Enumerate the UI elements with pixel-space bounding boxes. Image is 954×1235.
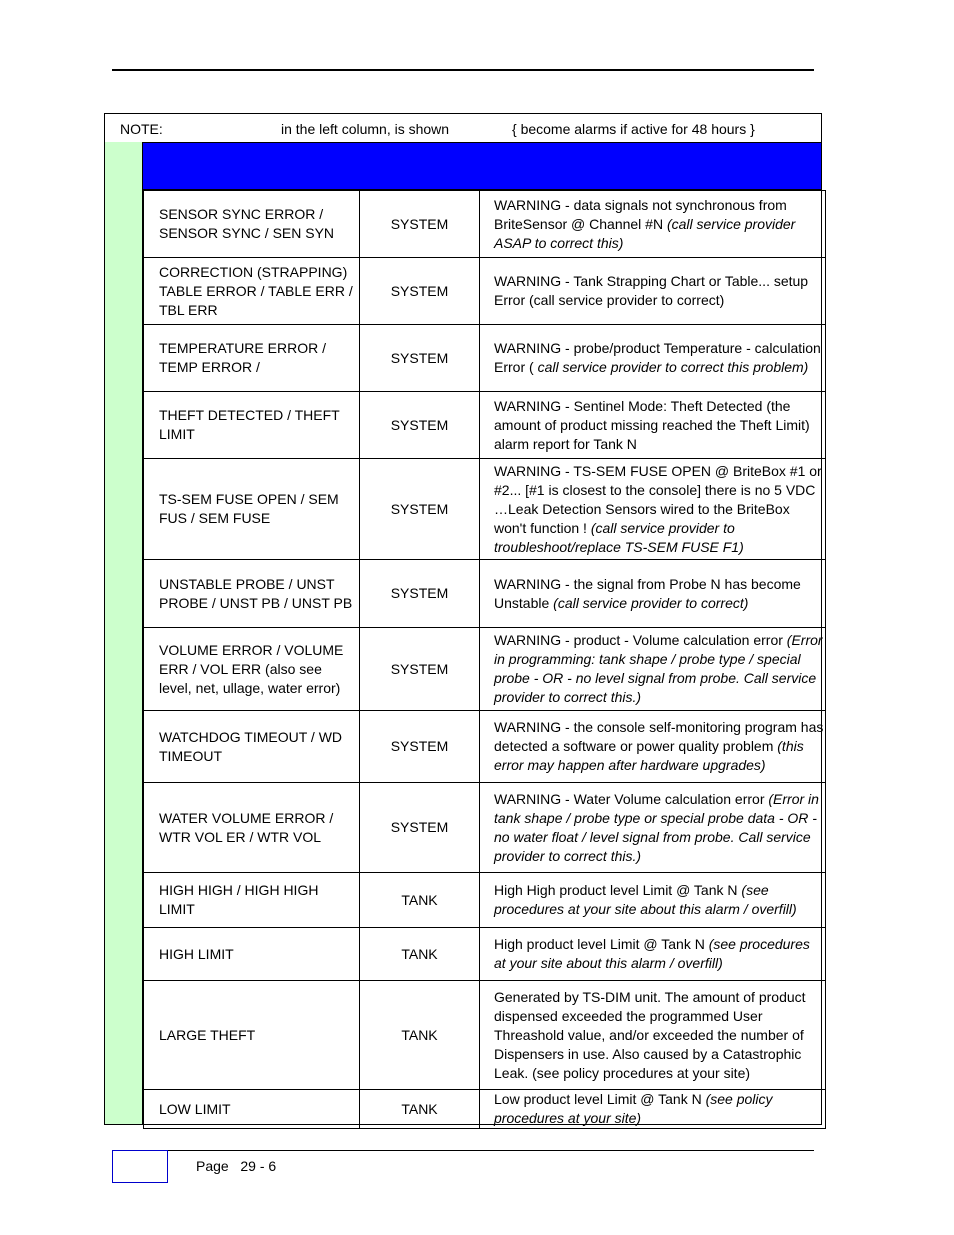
page-number — [196, 1158, 276, 1174]
table-row — [144, 928, 826, 981]
alarm-type-cell — [360, 928, 480, 981]
alarm-description: High product level Limit @ Tank N — [494, 936, 709, 952]
alarm-name: WATER VOLUME ERROR / WTR VOL ER / WTR VOL — [159, 809, 334, 845]
alarm-description: WARNING - data signals not synchronous from BriteSensor @ Channel #N — [494, 196, 787, 232]
alarm-name-cell — [144, 928, 360, 981]
alarm-name-cell — [144, 628, 360, 711]
note-label: NOTE: — [120, 121, 163, 137]
category-column — [105, 142, 143, 1124]
alarm-type-cell — [360, 191, 480, 258]
table-row — [144, 560, 826, 628]
alarm-description: WARNING - the console self-monitoring program has detected a software or power quality problem — [494, 719, 824, 754]
alarm-name: HIGH LIMIT — [159, 945, 234, 962]
note-row — [105, 114, 821, 143]
alarm-name-cell — [144, 783, 360, 873]
alarm-name-cell — [144, 191, 360, 258]
table-row — [144, 191, 826, 258]
alarm-name-cell — [144, 1090, 360, 1129]
alarm-description-cell — [480, 981, 826, 1090]
alarm-type: TANK — [401, 945, 438, 962]
alarm-description-cell — [480, 560, 826, 628]
alarm-description-note: (this error may happen after hardware upgrades) — [494, 738, 804, 773]
alarm-type: TANK — [401, 1100, 438, 1117]
alarm-name-cell — [144, 981, 360, 1090]
alarm-name: TS-SEM FUSE OPEN / SEM FUS / SEM FUSE — [159, 491, 339, 526]
alarm-description-note: (Error in programming: tank shape / probe type / special probe - OR - no level signal from probe. Call service provider to correct this.) — [494, 632, 823, 705]
table-row — [144, 628, 826, 711]
alarm-type-cell — [360, 711, 480, 783]
alarm-description-cell — [480, 258, 826, 325]
alarm-description-note: (see policy procedures at your site) — [494, 1091, 773, 1126]
alarm-description-note: (Error in tank shape / probe type or special probe data - OR - no water float / level signal from probe. Call service provider to correct this.) — [494, 790, 819, 864]
alarm-type: SYSTEM — [390, 349, 449, 366]
alarm-description-cell — [480, 392, 826, 459]
alarm-description-cell — [480, 928, 826, 981]
alarm-type-cell — [360, 873, 480, 928]
alarm-type: SYSTEM — [390, 819, 449, 835]
table-row — [144, 783, 826, 873]
alarm-name-cell — [144, 258, 360, 325]
footer-box — [112, 1150, 168, 1183]
table-row — [144, 325, 826, 392]
table-row — [144, 1090, 826, 1129]
alarm-description: Generated by TS-DIM unit. The amount of product dispensed exceeded the programmed User Threashold value, and/or exceeded the number of Dispensers in use. Also caused by a Catastrophic Leak. (see policy procedures at your site) — [494, 988, 806, 1081]
alarm-type-cell — [360, 628, 480, 711]
page-number-value: 29 - 6 — [240, 1158, 277, 1174]
alarm-description: High High product level Limit @ Tank N — [494, 882, 742, 898]
alarm-name: UNSTABLE PROBE / UNST PROBE / UNST PB / UNST PB — [159, 575, 353, 611]
alarm-type: SYSTEM — [390, 215, 449, 232]
table-row — [144, 711, 826, 783]
alarm-description: WARNING - the signal from Probe N has become Unstable — [494, 575, 801, 611]
alarm-description: WARNING - product - Volume calculation error — [494, 632, 787, 648]
alarm-description-cell — [480, 459, 826, 560]
alarm-type: TANK — [401, 891, 438, 908]
alarm-type: SYSTEM — [390, 585, 449, 601]
alarm-description-note: (call service provider to correct) — [553, 594, 749, 611]
alarm-type-cell — [360, 981, 480, 1090]
table-row — [144, 258, 826, 325]
table-header-bar — [143, 143, 821, 190]
alarm-name: LARGE THEFT — [159, 1026, 256, 1043]
alarm-type-cell — [360, 783, 480, 873]
alarm-description-note: (call service provider to troubleshoot/replace TS-SEM FUSE F1) — [494, 519, 744, 555]
alarm-description-cell — [480, 1090, 826, 1129]
alarm-type-cell — [360, 560, 480, 628]
alarm-name: WATCHDOG TIMEOUT / WD TIMEOUT — [159, 728, 343, 764]
alarm-description-cell — [480, 628, 826, 711]
alarm-name-cell — [144, 459, 360, 560]
header-rule — [112, 69, 814, 71]
alarm-description-cell — [480, 873, 826, 928]
alarm-description-cell — [480, 325, 826, 392]
alarm-name: VOLUME ERROR / VOLUME ERR / VOL ERR (also see level, net, ullage, water error) — [159, 641, 344, 696]
alarm-name-cell — [144, 873, 360, 928]
alarm-description-note: (call service provider ASAP to correct this) — [494, 215, 796, 251]
alarm-name-cell — [144, 711, 360, 783]
alarm-name-cell — [144, 325, 360, 392]
alarm-description: Low product level Limit @ Tank N — [494, 1091, 706, 1107]
alarm-type-cell — [360, 459, 480, 560]
alarm-type-cell — [360, 258, 480, 325]
alarm-name: CORRECTION (STRAPPING) TABLE ERROR / TABLE ERR / TBL ERR — [159, 263, 353, 318]
alarm-name-cell — [144, 560, 360, 628]
alarm-type: SYSTEM — [390, 416, 449, 433]
alarm-type: SYSTEM — [390, 282, 449, 299]
alarm-description-cell — [480, 783, 826, 873]
table-row — [144, 459, 826, 560]
alarm-description-note: (see procedures at your site about this alarm / overfill) — [494, 882, 797, 917]
alarm-table — [143, 190, 826, 1129]
alarm-description: WARNING - Sentinel Mode: Theft Detected (the amount of product missing reached the Theft Limit) alarm report for Tank N — [494, 397, 810, 452]
alarm-description-note: call service provider to correct this problem) — [537, 359, 809, 375]
alarm-name: LOW LIMIT — [159, 1100, 231, 1117]
table-row — [144, 392, 826, 459]
alarm-name: THEFT DETECTED / THEFT LIMIT — [159, 407, 340, 442]
alarm-description: WARNING - Tank Strapping Chart or Table... setup Error (call service provider to correct) — [494, 273, 809, 308]
alarm-type: SYSTEM — [390, 660, 449, 677]
alarm-description-cell — [480, 191, 826, 258]
note-text-middle: in the left column, is shown — [281, 121, 450, 137]
alarm-name: HIGH HIGH / HIGH HIGH LIMIT — [159, 882, 319, 917]
alarm-name: TEMPERATURE ERROR / TEMP ERROR / — [159, 340, 326, 375]
alarm-type-cell — [360, 392, 480, 459]
alarm-type: SYSTEM — [390, 738, 449, 754]
alarm-type-cell — [360, 325, 480, 392]
alarm-description: WARNING - probe/product Temperature - calculation Error ( — [494, 340, 821, 375]
table-row — [144, 873, 826, 928]
alarm-description: WARNING - Water Volume calculation error — [494, 790, 769, 807]
alarm-description-note: (see procedures at your site about this alarm / overfill) — [494, 936, 810, 971]
alarm-description-cell — [480, 711, 826, 783]
alarm-name-cell — [144, 392, 360, 459]
footer-rule — [168, 1150, 814, 1151]
page-label: Page — [196, 1158, 229, 1174]
alarm-type: TANK — [401, 1026, 438, 1043]
alarm-table-frame — [104, 113, 822, 1125]
alarm-type: SYSTEM — [390, 500, 449, 517]
table-row — [144, 981, 826, 1090]
note-text-right: { become alarms if active for 48 hours } — [512, 121, 755, 137]
alarm-name: SENSOR SYNC ERROR / SENSOR SYNC / SEN SYN — [159, 206, 335, 241]
alarm-type-cell — [360, 1090, 480, 1129]
alarm-description: WARNING - TS-SEM FUSE OPEN @ BriteBox #1 or #2... [#1 is closest to the console] there is no 5 VDC …Leak Detection Sensors wired to the BriteBox won't function ! — [494, 462, 822, 536]
